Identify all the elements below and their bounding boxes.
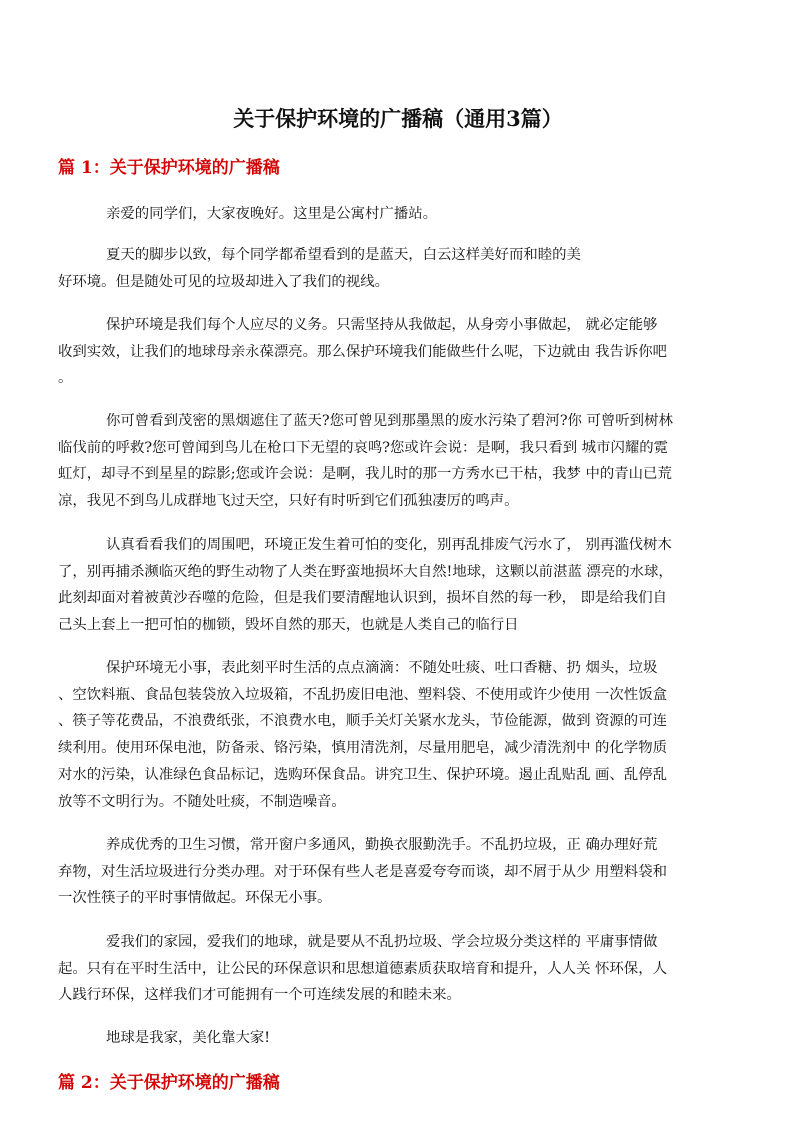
paragraph-4 [58, 408, 738, 515]
paragraph-line: 放等不文明行为。不随处吐痰，不制造噪音。 [58, 793, 346, 810]
paragraph-line: 对水的污染，认准绿色食品标记，选购环保食品。讲究卫生、保护环境。遏止乱贴乱 画、乱停乱 [58, 766, 667, 783]
paragraph-7 [58, 832, 738, 912]
paragraph-line: 人践行环保，这样我们才可能拥有一个可连续发展的和睦未来。 [58, 987, 461, 1004]
paragraph-line: 。 [58, 370, 73, 387]
paragraph-line: 临伐前的呼救?您可曾闻到鸟儿在枪口下无望的哀鸣?您或许会说：是啊，我只看到 城市闪耀的霓 [58, 439, 669, 456]
paragraph-line: 你可曾看到茂密的黑烟遮住了蓝天?您可曾见到那墨黑的废水污染了碧河?你 可曾听到树林 [106, 413, 673, 429]
paragraph-line: 续利用。使用环保电池，防备汞、铬污染，慎用清洗剂，尽量用肥皂，减少清洗剂中 的化学物质 [58, 740, 667, 757]
paragraph-line: 夏天的脚步以致，每个同学都希望看到的是蓝天，白云这样美好而和睦的美 [106, 247, 581, 263]
paragraph-1 [58, 201, 738, 228]
paragraph-8 [58, 929, 738, 1009]
paragraph-line: 了，别再捕杀濒临灭绝的野生动物了人类在野蛮地损坏大自然!地球，这颗以前湛蓝 漂亮的水球， [58, 563, 673, 580]
paragraph-line: 爱我们的家园，爱我们的地球，就是要从不乱扔垃圾、学会垃圾分类这样的 平庸事情做 [106, 934, 658, 950]
paragraph-line: 保护环境无小事，表此刻平时生活的点点滴滴：不随处吐痰、吐口香糖、扔 烟头，垃圾 [106, 660, 658, 676]
paragraph-line: 凉，我见不到鸟儿成群地飞过天空，只好有时听到它们孤独凄厉的鸣声。 [58, 493, 519, 510]
paragraph-line: 此刻却面对着被黄沙吞噬的危险，但是我们要清醒地认识到，损坏自然的每一秒， 即是给我们自 [58, 590, 667, 607]
paragraph-9 [58, 1025, 738, 1052]
paragraph-line: 起。只有在平时生活中，让公民的环保意识和思想道德素质获取培育和提升，人人关 怀环保，人 [58, 960, 667, 977]
paragraph-2 [58, 242, 738, 295]
paragraph-3 [58, 312, 738, 392]
paragraph-line: 亲爱的同学们，大家夜晚好。这里是公寓村广播站。 [106, 206, 437, 222]
paragraph-line: 一次性筷子的平时事情做起。环保无小事。 [58, 890, 332, 907]
paragraph-line: 、筷子等花费品，不浪费纸张，不浪费水电，顺手关灯关紧水龙头，节俭能源，做到 资源的可连 [58, 713, 667, 730]
paragraph-line: 虹灯，却寻不到星星的踪影;您或许会说：是啊，我儿时的那一方秀水已干枯，我梦 中的青山已荒 [58, 466, 672, 483]
paragraph-line: 养成优秀的卫生习惯，常开窗户多通风，勤换衣服勤洗手。不乱扔垃圾，正 确办理好荒 [106, 837, 658, 853]
section-heading-1: 篇 1：关于保护环境的广播稿 [58, 158, 280, 178]
paragraph-line: 己头上套上一把可怕的枷锁，毁坏自然的那天，也就是人类自己的临行日 [58, 617, 519, 634]
paragraph-line: 收到实效，让我们的地球母亲永葆漂亮。那么保护环境我们能做些什么呢，下边就由 我告诉你吧 [58, 343, 667, 360]
paragraph-line: 保护环境是我们每个人应尽的义务。只需坚持从我做起，从身旁小事做起， 就必定能够 [106, 317, 658, 333]
paragraph-line: 弃物，对生活垃圾进行分类办理。对于环保有些人老是喜爱夸夸而谈，却不屑于从少 用塑料袋和 [58, 863, 667, 880]
paragraph-line: 、空饮料瓶、食品包装袋放入垃圾箱，不乱扔废旧电池、塑料袋、不使用或许少使用 一次性饭盒 [58, 686, 667, 703]
section-heading-2: 篇 2：关于保护环境的广播稿 [58, 1073, 280, 1093]
paragraph-line: 认真看看我们的周围吧，环境正发生着可怕的变化，别再乱排废气污水了， 别再滥伐树木 [106, 537, 672, 553]
document-title: 关于保护环境的广播稿（通用3篇） [233, 106, 563, 131]
paragraph-line: 地球是我家，美化靠大家! [106, 1030, 271, 1046]
paragraph-line: 好环境。但是随处可见的垃圾却进入了我们的视线。 [58, 273, 389, 290]
paragraph-5 [58, 532, 738, 639]
paragraph-6 [58, 655, 738, 815]
